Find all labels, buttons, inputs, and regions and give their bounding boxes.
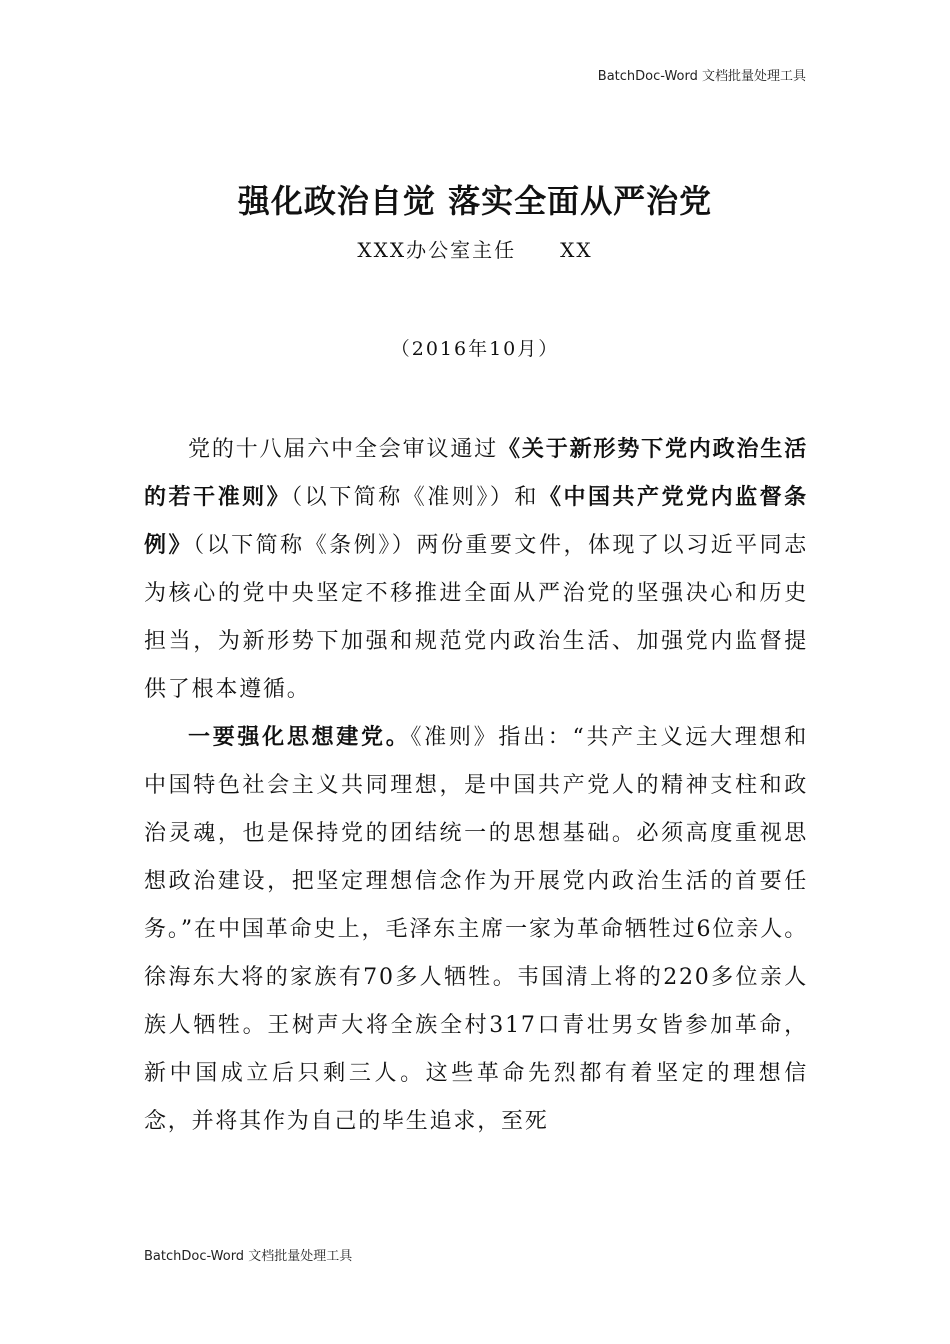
page-footer: BatchDoc-Word 文档批量处理工具 bbox=[144, 1249, 353, 1264]
paragraph-intro bbox=[144, 426, 808, 714]
section-heading: 一要强化思想建党。 bbox=[188, 725, 411, 750]
document-title: 强化政治自觉 落实全面从严治党 bbox=[237, 182, 713, 220]
paragraph-text: 党的十八届六中全会审议通过 bbox=[188, 437, 499, 462]
author-byline: XXX办公室主任 XX bbox=[357, 238, 593, 262]
paragraph-text: （以下简称《条例》）两份重要文件，体现了以习近平同志为核心的党中央坚定不移推进全面从严治党的坚强决心和历史担当，为新形势下加强和规范党内政治生活、加强党内监督提供了根本遵循。 bbox=[144, 533, 808, 702]
bold-document-title: 《关于新形势下党内政治生活的若干准则》 bbox=[144, 437, 809, 510]
document-body bbox=[144, 426, 808, 1146]
paragraph-ideology bbox=[144, 714, 808, 1146]
bold-document-title: 《中国共产党党内监督条例》 bbox=[144, 485, 808, 558]
document-date: （2016年10月） bbox=[390, 338, 560, 360]
page-header: BatchDoc-Word 文档批量处理工具 bbox=[597, 69, 806, 84]
paragraph-text: （以下简称《准则》）和 bbox=[291, 485, 539, 510]
paragraph-text: 《准则》指出：“共产主义远大理想和中国特色社会主义共同理想，是中国共产党人的精神支柱和政治灵魂，也是保持党的团结统一的思想基础。必须高度重视思想政治建设，把坚定理想信念作为开展党内政治生活的首要任务。”在中国革命史上，毛泽东主席一家为革命牺牲过6位亲人。徐海东大将的家族有70多人牺牲。韦国清上将的220多位亲人族人牺牲。王树声大将全族全村317口青壮男女皆参加革命，新中国成立后只剩三人。这些革命先烈都有着坚定的理想信念，并将其作为自己的毕生追求，至死 bbox=[144, 725, 808, 1134]
